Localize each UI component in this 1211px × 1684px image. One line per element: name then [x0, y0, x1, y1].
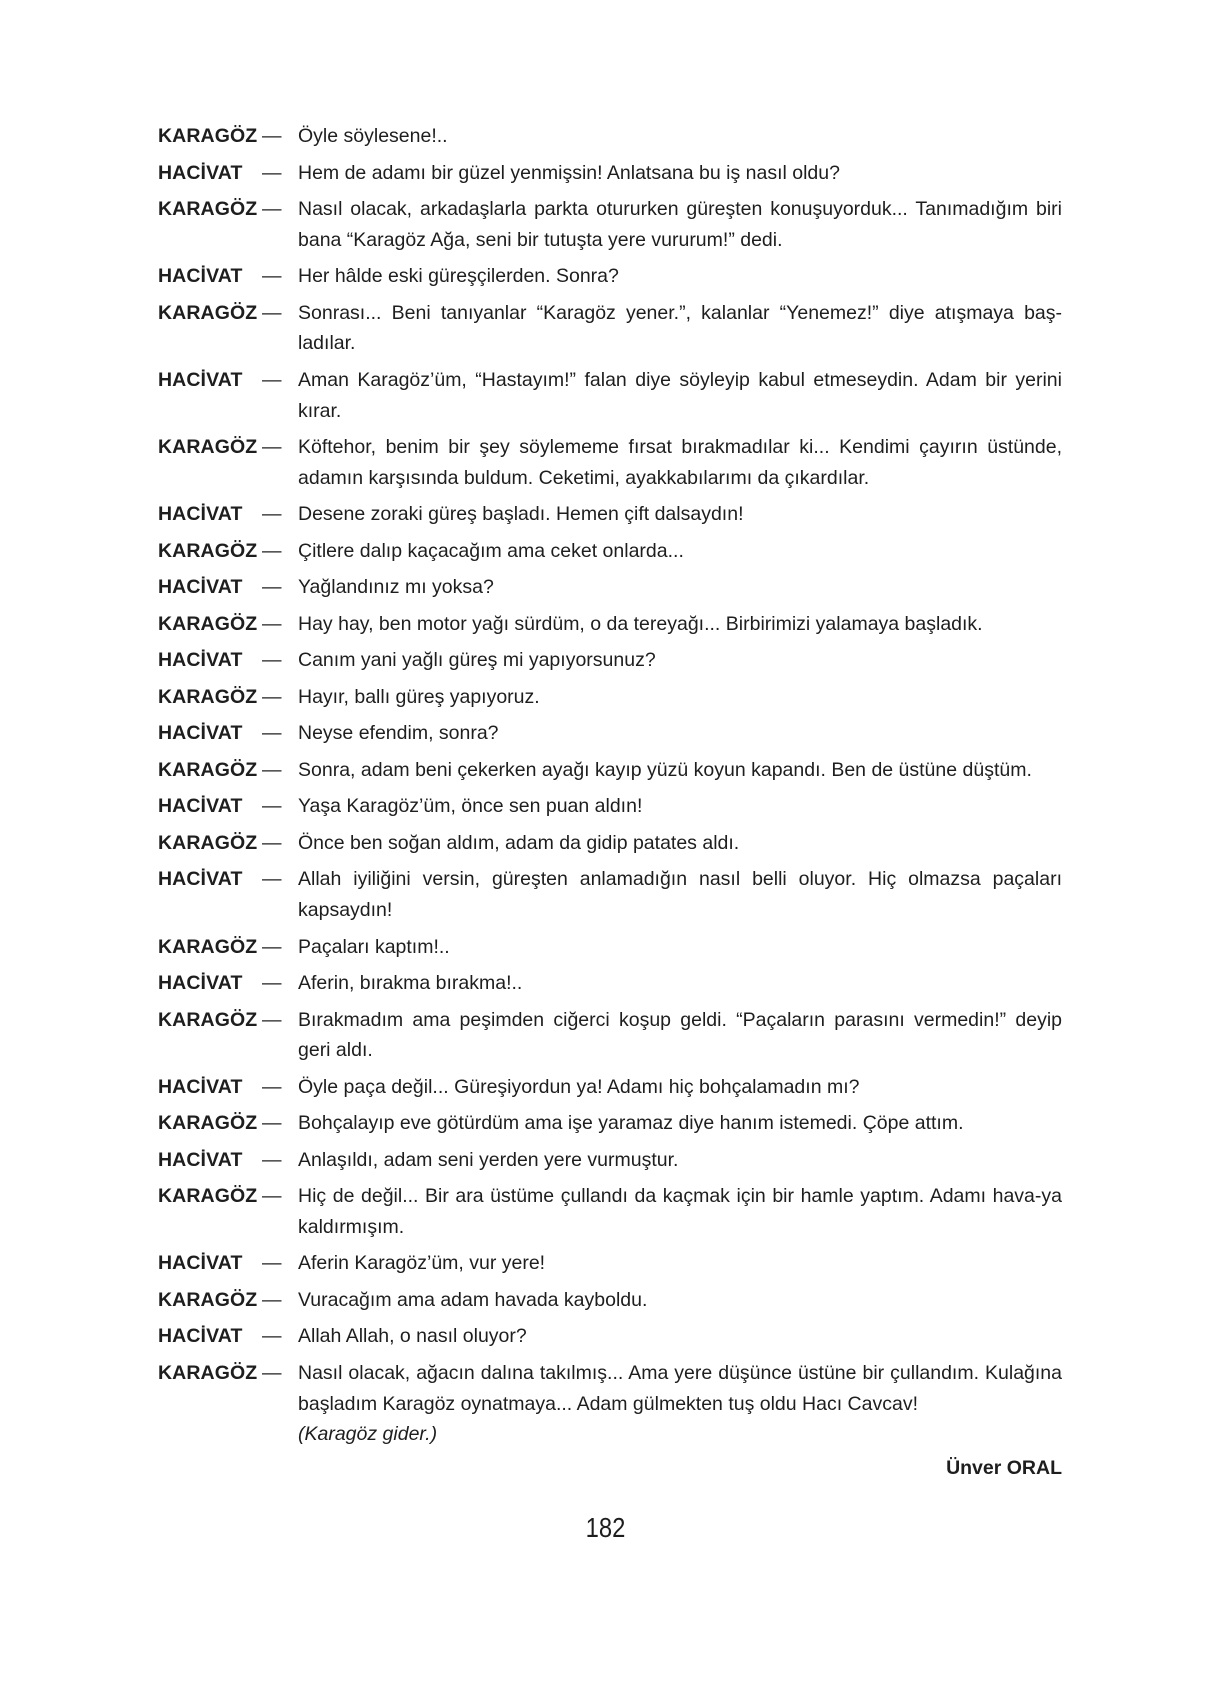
dash: —: [262, 161, 282, 184]
line-text: Desene zoraki güreş başladı. Hemen çift dalsaydın!: [298, 503, 744, 526]
speaker-name: KARAGÖZ: [158, 1185, 258, 1208]
line-text: Allah Allah, o nasıl oluyor?: [298, 1325, 527, 1348]
line-text: Aman Karagöz’üm, “Hastayım!” falan diye söyleyip kabul etmeseydin. Adam bir yerini kırar.: [298, 368, 1062, 422]
dash: —: [262, 972, 282, 995]
dialogue-line: [158, 1181, 1062, 1242]
dialogue-line: [158, 194, 1062, 255]
dialogue-line: [158, 718, 1062, 749]
dash: —: [262, 265, 282, 288]
dash: —: [262, 758, 282, 781]
dialogue-line: [158, 755, 1062, 786]
speaker-name: KARAGÖZ: [158, 1361, 258, 1384]
speaker-name: HACİVAT: [158, 649, 243, 672]
dash: —: [262, 301, 282, 324]
dash: —: [262, 795, 282, 818]
line-text: Öyle söylesene!..: [298, 125, 448, 147]
speaker-name: KARAGÖZ: [158, 1008, 258, 1031]
speaker-name: HACİVAT: [158, 795, 243, 818]
dialogue-line: [158, 158, 1062, 189]
speaker-name: KARAGÖZ: [158, 301, 258, 324]
dialogue-line: [158, 365, 1062, 426]
author-name: Ünver ORAL: [946, 1457, 1062, 1479]
dialogue-line: [158, 1072, 1062, 1103]
speaker-name: HACİVAT: [158, 1325, 243, 1348]
dialogue-line: [158, 609, 1062, 640]
dialogue-line: [158, 1005, 1062, 1066]
dialogue-line: [158, 791, 1062, 822]
dash: —: [262, 1361, 282, 1384]
dialogue-line: [158, 682, 1062, 713]
speaker-name: KARAGÖZ: [158, 685, 258, 708]
dialogue-line: [158, 864, 1062, 925]
dialogue-line: [158, 828, 1062, 859]
line-text: Vuracağım ama adam havada kayboldu.: [298, 1288, 648, 1311]
line-text: Neyse efendim, sonra?: [298, 722, 499, 745]
page-number: 182: [585, 1512, 626, 1543]
line-text: Öyle paça değil... Güreşiyordun ya! Adamı hiç bohçalamadın mı?: [298, 1075, 860, 1098]
dash: —: [262, 685, 282, 708]
line-text: Bohçalayıp eve götürdüm ama işe yaramaz diye hanım istemedi. Çöpe attım.: [298, 1112, 964, 1135]
dash: —: [262, 198, 282, 220]
speaker-name: KARAGÖZ: [158, 539, 258, 562]
dash: —: [262, 935, 282, 958]
dash: —: [262, 503, 282, 526]
speaker-name: KARAGÖZ: [158, 125, 258, 147]
dash: —: [262, 1008, 282, 1031]
dash: —: [262, 1325, 282, 1348]
dialogue-line: [158, 499, 1062, 530]
line-text: Paçaları kaptım!..: [298, 935, 450, 958]
dash: —: [262, 1148, 282, 1171]
dash: —: [262, 612, 282, 635]
line-text: Bırakmadım ama peşimden ciğerci koşup geldi. “Paçaların parasını vermedin!” deyip geri aldı.: [298, 1008, 1062, 1062]
speaker-name: KARAGÖZ: [158, 436, 258, 459]
speaker-name: HACİVAT: [158, 265, 243, 288]
dash: —: [262, 125, 282, 147]
speaker-name: HACİVAT: [158, 161, 243, 184]
dash: —: [262, 576, 282, 599]
line-text: Hiç de değil... Bir ara üstüme çullandı da kaçmak için bir hamle yaptım. Adamı hava-ya kaldırmışım.: [298, 1185, 1062, 1238]
line-text: Hayır, ballı güreş yapıyoruz.: [298, 685, 540, 708]
line-text: Köftehor, benim bir şey söylememe fırsat bırakmadılar ki... Kendimi çayırın üstünde, adamın karşısında buldum. Ceketimi, ayakkabılarımı da çıkardılar.: [298, 436, 1062, 489]
dialogue: [158, 121, 1062, 1456]
line-text: Hem de adamı bir güzel yenmişsin! Anlatsana bu iş nasıl oldu?: [298, 161, 840, 184]
line-text: Nasıl olacak, arkadaşlarla parkta otururken güreşten konuşuyorduk... Tanımadığım biri bana “Karagöz Ağa, seni bir tutuşta yere vururum!” dedi.: [298, 198, 1062, 251]
speaker-name: KARAGÖZ: [158, 1288, 258, 1311]
speaker-name: KARAGÖZ: [158, 831, 258, 854]
dash: —: [262, 649, 282, 672]
dialogue-line: [158, 536, 1062, 567]
speaker-name: HACİVAT: [158, 722, 243, 745]
line-text: Anlaşıldı, adam seni yerden yere vurmuştur.: [298, 1148, 679, 1171]
line-text: Canım yani yağlı güreş mi yapıyorsunuz?: [298, 649, 656, 672]
speaker-name: HACİVAT: [158, 1075, 243, 1098]
speaker-name: HACİVAT: [158, 503, 243, 526]
dialogue-line: [158, 968, 1062, 999]
speaker-name: KARAGÖZ: [158, 758, 258, 781]
dash: —: [262, 368, 282, 391]
dash: —: [262, 436, 282, 459]
dialogue-line: [158, 1108, 1062, 1139]
dash: —: [262, 539, 282, 562]
line-text: Aferin, bırakma bırakma!..: [298, 972, 523, 995]
speaker-name: HACİVAT: [158, 972, 243, 995]
speaker-name: KARAGÖZ: [158, 198, 258, 220]
dash: —: [262, 831, 282, 854]
line-text: Allah iyiliğini versin, güreşten anlamadığın nasıl belli oluyor. Hiç olmazsa paçaları kapsaydın!: [298, 868, 1062, 922]
line-text: Hay hay, ben motor yağı sürdüm, o da tereyağı... Birbirimizi yalamaya başladık.: [298, 612, 983, 635]
speaker-name: HACİVAT: [158, 368, 243, 391]
dash: —: [262, 1252, 282, 1275]
line-text: Sonra, adam beni çekerken ayağı kayıp yüzü koyun kapandı. Ben de üstüne düştüm.: [298, 758, 1032, 781]
dialogue-line: [158, 1248, 1062, 1279]
dialogue-line: [158, 1358, 1062, 1450]
dialogue-line: [158, 261, 1062, 292]
dialogue-line: [158, 298, 1062, 359]
line-text: Çitlere dalıp kaçacağım ama ceket onlarda...: [298, 539, 684, 562]
dash: —: [262, 1075, 282, 1098]
dialogue-line: [158, 572, 1062, 603]
dash: —: [262, 1185, 282, 1208]
line-text: Yaşa Karagöz’üm, önce sen puan aldın!: [298, 795, 643, 818]
line-text: Her hâlde eski güreşçilerden. Sonra?: [298, 265, 619, 288]
dash: —: [262, 722, 282, 745]
speaker-name: HACİVAT: [158, 576, 243, 599]
dialogue-line: [158, 432, 1062, 493]
dialogue-line: [158, 645, 1062, 676]
speaker-name: KARAGÖZ: [158, 612, 258, 635]
line-text: Önce ben soğan aldım, adam da gidip patates aldı.: [298, 831, 740, 854]
speaker-name: KARAGÖZ: [158, 1112, 258, 1135]
speaker-name: HACİVAT: [158, 1252, 243, 1275]
dialogue-line: [158, 932, 1062, 963]
stage-direction: (Karagöz gider.): [298, 1423, 438, 1446]
line-text: Sonrası... Beni tanıyanlar “Karagöz yener.”, kalanlar “Yenemez!” diye atışmaya baş-ladılar.: [298, 301, 1062, 355]
dialogue-line: [158, 1285, 1062, 1316]
line-text: Aferin Karagöz’üm, vur yere!: [298, 1252, 546, 1275]
dash: —: [262, 1112, 282, 1135]
line-text: Nasıl olacak, ağacın dalına takılmış... Ama yere düşünce üstüne bir çullandım. Kulağına başladım Karagöz oynatmaya... Adam gülmekten tuş oldu Hacı Cavcav! (Karagöz gider.): [298, 1358, 1062, 1450]
line-text: Yağlandınız mı yoksa?: [298, 576, 494, 599]
speaker-name: HACİVAT: [158, 1148, 243, 1171]
dash: —: [262, 868, 282, 891]
dialogue-line: [158, 121, 1062, 152]
speaker-name: KARAGÖZ: [158, 935, 258, 958]
speaker-name: HACİVAT: [158, 868, 243, 891]
dialogue-line: [158, 1145, 1062, 1176]
dialogue-line: [158, 1321, 1062, 1352]
dash: —: [262, 1288, 282, 1311]
